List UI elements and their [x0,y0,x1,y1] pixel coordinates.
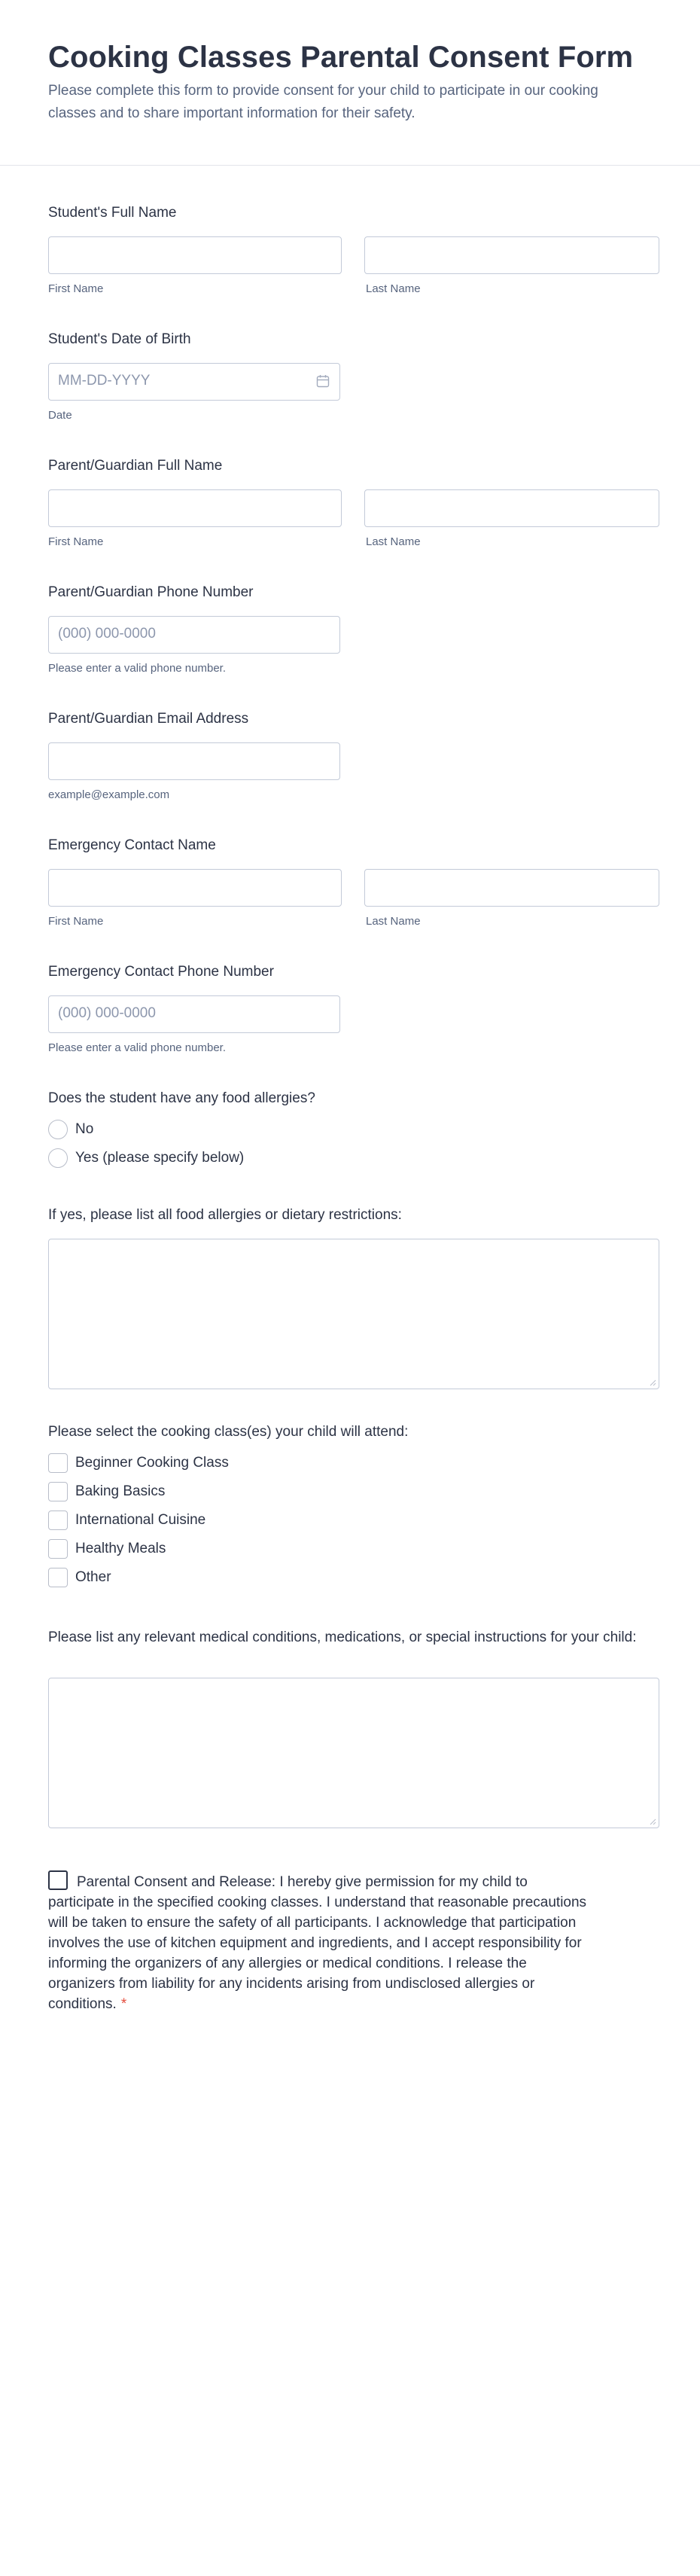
parent-phone-label: Parent/Guardian Phone Number [48,584,254,600]
form-title: Cooking Classes Parental Consent Form [48,41,634,74]
student-dob-label: Student's Date of Birth [48,331,191,347]
student-dob-sublabel: Date [48,409,72,422]
option-label: International Cuisine [75,1512,206,1528]
parent-last-name-input[interactable] [364,489,659,527]
student-last-name-sublabel: Last Name [366,282,421,295]
consent-checkbox[interactable] [48,1870,68,1890]
allergies-option-yes[interactable] [48,1147,244,1169]
emergency-phone-section [48,962,659,1060]
emergency-name-label: Emergency Contact Name [48,837,216,853]
consent-section [48,1870,590,2014]
radio-button[interactable] [48,1120,68,1139]
checkbox[interactable] [48,1453,68,1473]
student-name-label: Student's Full Name [48,205,177,221]
allergy-list-textarea[interactable] [48,1239,659,1389]
parent-email-sublabel: example@example.com [48,788,170,801]
option-label: Other [75,1569,111,1585]
parent-phone-input[interactable] [48,616,340,654]
student-name-section [48,203,659,301]
medical-label: Please list any relevant medical conditions, medications, or special instructions for your child: [48,1629,637,1645]
class-option-baking[interactable] [48,1480,165,1503]
emergency-last-name-input[interactable] [364,869,659,907]
classes-label: Please select the cooking class(es) your child will attend: [48,1424,409,1440]
required-mark: * [120,1996,127,2012]
emergency-last-name-sublabel: Last Name [366,915,421,928]
allergies-option-no[interactable] [48,1118,93,1141]
class-option-other[interactable] [48,1566,111,1589]
checkbox[interactable] [48,1568,68,1587]
allergies-label: Does the student have any food allergies? [48,1090,315,1106]
emergency-phone-input[interactable] [48,995,340,1033]
emergency-name-section [48,836,659,934]
form-header [0,0,700,166]
student-dob-placeholder: MM-DD-YYYY [58,373,151,389]
student-last-name-input[interactable] [364,236,659,274]
resize-handle-icon[interactable] [649,1818,656,1825]
option-label: Healthy Meals [75,1541,166,1556]
parent-name-label: Parent/Guardian Full Name [48,458,223,474]
emergency-first-name-input[interactable] [48,869,342,907]
checkbox[interactable] [48,1539,68,1559]
class-option-healthy[interactable] [48,1538,166,1560]
classes-section [48,1422,659,1603]
checkbox[interactable] [48,1511,68,1530]
medical-section [48,1628,659,1831]
parent-email-input[interactable] [48,742,340,780]
student-dob-section [48,330,659,428]
option-label: No [75,1121,94,1137]
parent-phone-sublabel: Please enter a valid phone number. [48,662,226,675]
option-label: Baking Basics [75,1483,166,1499]
resize-handle-icon[interactable] [649,1379,656,1386]
allergy-list-label: If yes, please list all food allergies or dietary restrictions: [48,1207,402,1223]
allergy-list-section [48,1206,659,1394]
radio-button[interactable] [48,1148,68,1168]
parent-first-name-sublabel: First Name [48,535,104,548]
consent-text: Parental Consent and Release: I hereby give permission for my child to participate in the specified cooking classes. I understand that reasonable precautions will be taken to ensure the safety of all participants. I acknowledge that participation involves the use of kitchen equipment and ingredients, and I accept responsibility for informing the organizers of any allergies or medical conditions. I release the organizers from liability for any incidents arising from undisclosed allergies or conditions. [48,1874,587,2012]
student-first-name-sublabel: First Name [48,282,104,295]
parent-email-section [48,709,659,807]
medical-textarea[interactable] [48,1678,659,1828]
parent-phone-section [48,583,659,681]
option-label: Yes (please specify below) [75,1150,245,1166]
emergency-first-name-sublabel: First Name [48,915,104,928]
student-dob-input[interactable] [48,363,340,401]
emergency-phone-sublabel: Please enter a valid phone number. [48,1041,226,1054]
calendar-icon[interactable] [315,373,330,389]
parent-first-name-input[interactable] [48,489,342,527]
parent-last-name-sublabel: Last Name [366,535,421,548]
emergency-phone-label: Emergency Contact Phone Number [48,964,274,980]
allergies-section [48,1089,659,1179]
form-subtitle: Please complete this form to provide consent for your child to participate in our cooking classes and to share important information for their safety. [48,83,598,121]
parent-email-label: Parent/Guardian Email Address [48,711,249,727]
parent-phone-placeholder: (000) 000-0000 [58,626,156,642]
checkbox[interactable] [48,1482,68,1501]
student-first-name-input[interactable] [48,236,342,274]
emergency-phone-placeholder: (000) 000-0000 [58,1005,156,1021]
option-label: Beginner Cooking Class [75,1455,229,1471]
class-option-international[interactable] [48,1509,205,1532]
class-option-beginner[interactable] [48,1452,229,1474]
parent-name-section [48,456,659,554]
